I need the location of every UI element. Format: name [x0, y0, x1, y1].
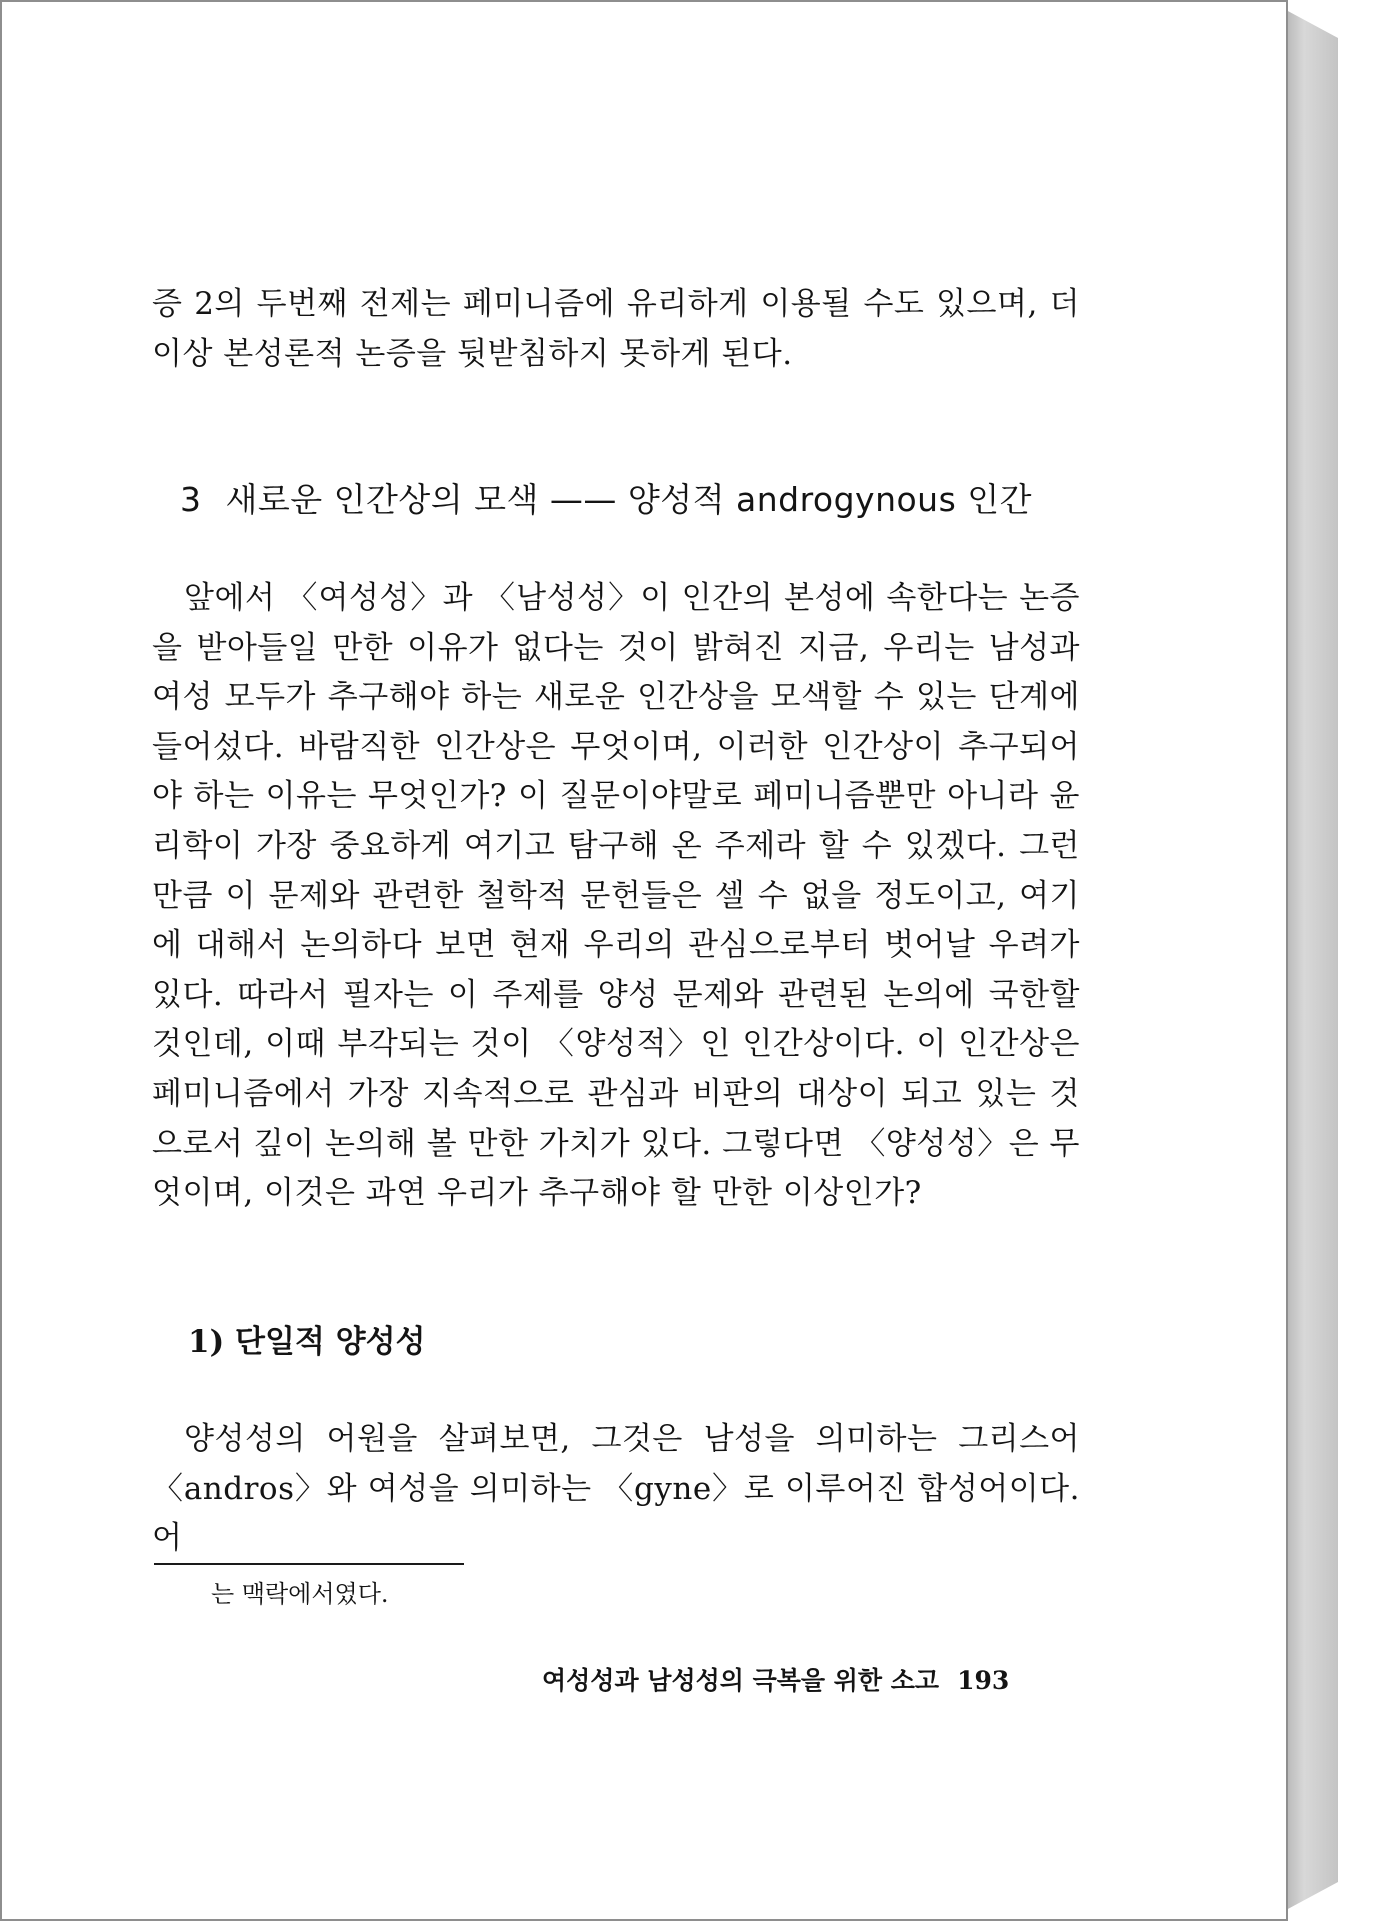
- section-title: 새로운 인간상의 모색 —— 양성적 androgynous 인간: [225, 480, 1033, 519]
- book-edge: [1286, 10, 1338, 1910]
- running-footer: [542, 1661, 1009, 1701]
- section-number: 3: [180, 480, 202, 519]
- section-heading: [180, 477, 1032, 523]
- page-number: 193: [957, 1666, 1010, 1695]
- body-paragraph-2: 양성성의 어원을 살펴보면, 그것은 남성을 의미하는 그리스어 〈andros〉와 여성을 의미하는 〈gyne〉로 이루어진 합성어이다. 어: [152, 1421, 1080, 1557]
- footnote: 는 맥락에서였다.: [211, 1580, 389, 1608]
- carryover-paragraph: 증 2의 두번째 전제는 페미니즘에 유리하게 이용될 수도 있으며, 더 이상 본성론적 논증을 뒷받침하지 못하게 된다.: [152, 286, 1080, 372]
- footnote-rule: [154, 1563, 464, 1565]
- subsection-heading: 1) 단일적 양성성: [188, 1324, 426, 1360]
- body-paragraph-1: 앞에서 〈여성성〉과 〈남성성〉이 인간의 본성에 속한다는 논증을 받아들일 만한 이유가 없다는 것이 밝혀진 지금, 우리는 남성과 여성 모두가 추구해야 하는 새로운 인간상을 모색할 수 있는 단계에 들어섰다. 바람직한 인간상은 무엇이며, 이러한 인간상이 추구되어야 하는 이유는 무엇인가? 이 질문이야말로 페미니즘뿐만 아니라 윤리학이 가장 중요하게 여기고 탐구해 온 주제라 할 수 있겠다. 그런 만큼 이 문제와 관련한 철학적 문헌들은 셀 수 없을 정도이고, 여기에 대해서 논의하다 보면 현재 우리의 관심으로부터 벗어날 우려가 있다. 따라서 필자는 이 주제를 양성 문제와 관련된 논의에 국한할 것인데, 이때 부각되는 것이 〈양성적〉인 인간상이다. 이 인간상은 페미니즘에서 가장 지속적으로 관심과 비판의 대상이 되고 있는 것으로서 깊이 논의해 볼 만한 가치가 있다. 그렇다면 〈양성성〉은 무엇이며, 이것은 과연 우리가 추구해야 할 만한 이상인가?: [152, 580, 1081, 1212]
- running-title: 여성성과 남성성의 극복을 위한 소고: [542, 1666, 940, 1695]
